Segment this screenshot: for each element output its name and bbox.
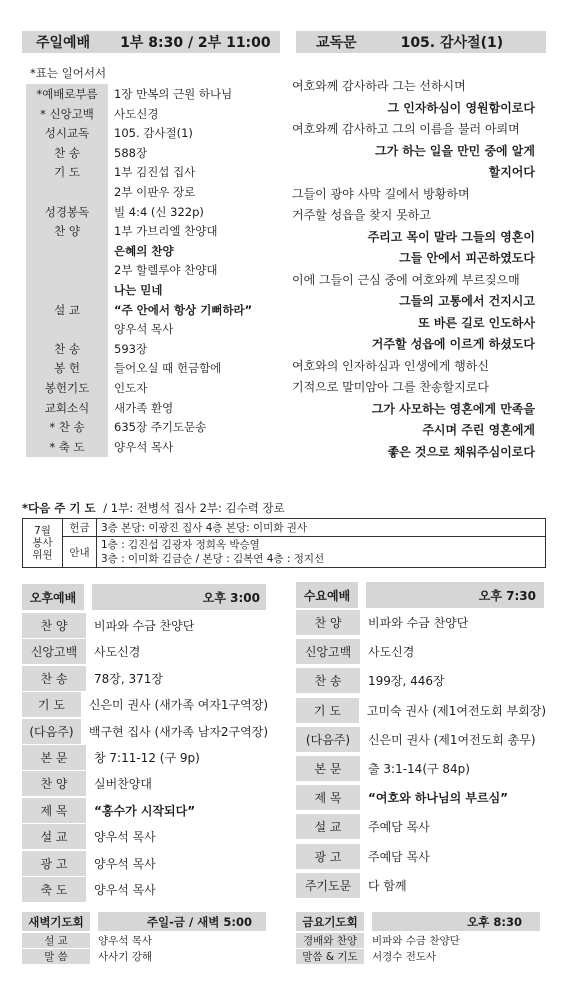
reading-subtitle: 105. 감사절(1) [400, 35, 504, 51]
friday-header [296, 912, 540, 931]
dawn-value: 사사기 강해 [98, 951, 153, 963]
wednesday-label: (다음주) [296, 727, 360, 752]
wednesday-row [296, 756, 546, 781]
dawn-time: 주일-금 / 새벽 5:00 [98, 912, 266, 931]
afternoon-time: 오후 3:00 [92, 584, 266, 610]
order-row [26, 280, 274, 300]
sunday-title: 주일예배 [36, 35, 91, 51]
order-label [26, 280, 108, 300]
reading-line: 그 인자하심이 영원함이로다 [387, 100, 535, 115]
order-row [26, 162, 274, 182]
order-value: “주 안에서 항상 기뻐하라” [114, 302, 253, 317]
service-committee-table [22, 518, 546, 568]
reading-line: 그가 사모하는 영혼에게 만족을 [371, 401, 535, 416]
afternoon-value: 백구현 집사 (새가족 남자2구역장) [88, 724, 268, 739]
order-label: 성경봉독 [26, 202, 108, 222]
afternoon-label: (다음주) [22, 719, 81, 744]
dawn-header [22, 912, 266, 931]
wednesday-label: 본 문 [296, 756, 360, 781]
dawn-row [22, 949, 262, 964]
guide-line-1: 1층 : 김진섭 김광자 정희옥 박승열 [101, 539, 260, 551]
order-value: 588장 [114, 145, 148, 160]
order-row [26, 241, 274, 261]
friday-label: 말씀 & 기도 [296, 949, 364, 964]
wednesday-row [296, 785, 546, 810]
reading-line: 거주할 성읍에 이르게 하셨도다 [371, 337, 535, 351]
wednesday-label: 찬 송 [296, 668, 360, 693]
order-label: 설 교 [26, 300, 108, 320]
wednesday-row [296, 844, 546, 869]
dawn-label: 설 교 [22, 933, 90, 948]
wednesday-row [296, 814, 546, 839]
order-label: 찬 양 [26, 221, 108, 241]
next-prayer-text: / 1부: 전병석 집사 2부: 김수력 장로 [103, 501, 285, 515]
afternoon-title: 오후예배 [22, 584, 84, 610]
wednesday-value: 비파와 수금 찬양단 [368, 616, 469, 630]
reading-line: 그들 안에서 피곤하였도다 [399, 251, 535, 265]
sunday-times: 1부 8:30 / 2부 11:00 [120, 35, 271, 51]
wednesday-header [296, 582, 544, 608]
order-value: 양우석 목사 [114, 439, 174, 454]
wednesday-row [296, 668, 546, 693]
order-value: 2부 이판우 장로 [114, 185, 196, 199]
order-row [26, 104, 274, 124]
reading-title: 교독문 [316, 35, 357, 51]
order-value: 빌 4:4 (신 322p) [114, 204, 204, 219]
wednesday-value: 199장, 446장 [368, 674, 445, 689]
order-row [26, 260, 274, 280]
reading-line: 기적으로 말미암아 그를 찬송할지로다 [292, 380, 489, 394]
wednesday-label: 주기도문 [296, 873, 360, 898]
wednesday-value: “여호와 하나님의 부르심” [368, 791, 509, 806]
afternoon-label: 신앙고백 [22, 639, 86, 664]
reading-line: 그들이 광야 사막 길에서 방황하며 [292, 186, 470, 201]
dawn-value: 양우석 목사 [98, 935, 153, 947]
reading-line: 여호와의 인자하심과 인생에게 행하신 [292, 358, 489, 373]
afternoon-label: 찬 송 [22, 666, 86, 691]
afternoon-value: 양우석 목사 [94, 856, 156, 871]
friday-value: 비파와 수금 찬양단 [372, 935, 460, 947]
wednesday-row [296, 698, 546, 723]
afternoon-value: 양우석 목사 [94, 883, 156, 897]
afternoon-row [22, 745, 268, 770]
order-row [26, 123, 274, 143]
order-row [26, 417, 274, 437]
wednesday-row [296, 727, 546, 752]
afternoon-row [22, 719, 268, 744]
reading-line: 주리고 목이 말라 그들의 영혼이 [367, 229, 535, 244]
wednesday-value: 고미숙 권사 (제1여전도회 부회장) [366, 703, 546, 718]
afternoon-value: 창 7:11-12 (구 9p) [94, 751, 200, 765]
order-value: 은혜의 찬양 [114, 243, 174, 258]
order-label: *예배로부름 [26, 84, 108, 104]
reading-header [296, 31, 546, 53]
afternoon-label: 설 교 [22, 824, 86, 849]
wednesday-label: 신앙고백 [296, 639, 360, 664]
reading-line: 또 바른 길로 인도하사 [418, 315, 535, 330]
order-label [26, 241, 108, 261]
order-value: 새가족 환영 [114, 400, 174, 415]
order-value: 1부 김진섭 집사 [114, 165, 196, 180]
order-row [26, 143, 274, 163]
reading-line: 할지어다 [488, 165, 535, 179]
order-label: 찬 송 [26, 339, 108, 359]
order-label: 찬 송 [26, 143, 108, 163]
afternoon-row [22, 877, 268, 902]
order-row [26, 182, 274, 202]
afternoon-label: 축 도 [22, 877, 86, 902]
offering-text: 3층 본당: 이광진 집사 4층 본당: 이미화 권사 [97, 519, 546, 537]
order-value: 593장 [114, 341, 148, 356]
standing-note: *표는 일어서서 [30, 66, 107, 80]
order-value: 1장 만복의 근원 하나님 [114, 87, 233, 101]
dawn-row [22, 933, 262, 948]
order-label: 기 도 [26, 162, 108, 182]
friday-title: 금요기도회 [296, 912, 364, 931]
dawn-title: 새벽기도회 [22, 912, 90, 931]
friday-row [296, 949, 536, 964]
guide-label: 안내 [63, 537, 97, 568]
order-row [26, 339, 274, 359]
guide-cell [97, 537, 546, 568]
wednesday-row [296, 610, 546, 635]
order-row [26, 398, 274, 418]
afternoon-label: 찬 양 [22, 613, 86, 638]
order-row [26, 437, 274, 457]
order-row [26, 84, 274, 104]
order-value: 635장 주기도문송 [114, 420, 207, 435]
friday-row [296, 933, 536, 948]
friday-value: 서경수 전도사 [372, 951, 437, 963]
afternoon-label: 기 도 [22, 692, 81, 717]
order-row [26, 319, 274, 339]
wednesday-label: 제 목 [296, 785, 360, 810]
afternoon-label: 본 문 [22, 745, 86, 770]
reading-line: 이에 그들이 근심 중에 여호와께 부르짖으매 [292, 272, 520, 287]
order-value: 나는 믿네 [114, 283, 163, 297]
afternoon-row [22, 613, 268, 638]
wednesday-value: 주예담 목사 [368, 820, 430, 835]
afternoon-row [22, 639, 268, 664]
reading-line: 거주할 성읍을 찾지 못하고 [292, 208, 431, 222]
reading-line: 그가 하는 일을 만민 중에 알게 [375, 143, 535, 158]
afternoon-value: 실버찬양대 [94, 777, 152, 792]
order-value: 인도자 [114, 381, 148, 395]
friday-time: 오후 8:30 [372, 912, 540, 931]
reading-line: 그들의 고통에서 건지시고 [399, 294, 535, 308]
afternoon-row [22, 666, 268, 691]
reading-line: 좋은 것으로 채워주심이로다 [387, 444, 535, 459]
wednesday-label: 광 고 [296, 844, 360, 869]
afternoon-row [22, 692, 268, 717]
afternoon-value: 사도신경 [94, 645, 141, 660]
order-label: 봉헌기도 [26, 378, 108, 398]
reading-line: 주시며 주린 영혼에게 [422, 423, 535, 437]
afternoon-row [22, 771, 268, 796]
next-prayer [22, 500, 285, 516]
wednesday-value: 신은미 권사 (제1여전도회 총무) [368, 732, 536, 747]
order-value: 양우석 목사 [114, 322, 174, 337]
next-prayer-title: *다음 주 기 도 [22, 501, 96, 515]
order-value: 들어오실 때 헌금함에 [114, 361, 222, 376]
dawn-label: 말 씀 [22, 949, 90, 964]
order-label: 교회소식 [26, 398, 108, 418]
order-label: 봉 헌 [26, 358, 108, 378]
afternoon-value: 신은미 권사 (새가족 여자1구역장) [88, 698, 268, 713]
order-value: 사도신경 [114, 106, 159, 121]
order-value: 2부 할렐루야 찬양대 [114, 263, 218, 278]
guide-line-2: 3층 : 이미화 김금순 / 본당 : 김복연 4층 : 정지선 [101, 553, 325, 565]
wednesday-value: 사도신경 [368, 645, 415, 660]
order-label: * 신앙고백 [26, 104, 108, 124]
wednesday-value: 주예담 목사 [368, 849, 430, 864]
wednesday-row [296, 873, 546, 898]
sunday-header [22, 31, 280, 53]
afternoon-label: 광 고 [22, 851, 86, 876]
order-label: * 축 도 [26, 437, 108, 457]
reading-line: 여호와께 감사하라 그는 선하시며 [292, 79, 466, 93]
afternoon-label: 제 목 [22, 798, 86, 823]
order-label: * 찬 송 [26, 417, 108, 437]
order-value: 1부 가브리엘 찬양대 [114, 224, 218, 239]
order-row [26, 358, 274, 378]
order-value: 105. 감사절(1) [114, 126, 193, 141]
order-label [26, 182, 108, 202]
afternoon-value: 양우석 목사 [94, 830, 156, 845]
friday-label: 경배와 찬양 [296, 933, 364, 948]
order-row [26, 300, 274, 320]
afternoon-header [22, 584, 266, 610]
afternoon-row [22, 851, 268, 876]
wednesday-value: 출 3:1-14(구 84p) [368, 762, 470, 776]
wednesday-label: 기 도 [296, 698, 359, 723]
afternoon-value: 78장, 371장 [94, 671, 163, 686]
order-label: 성시교독 [26, 123, 108, 143]
afternoon-value: “홍수가 시작되다” [94, 803, 196, 818]
committee-month: 7월 [34, 525, 51, 537]
afternoon-row [22, 798, 268, 823]
order-row [26, 202, 274, 222]
afternoon-row [22, 824, 268, 849]
afternoon-value: 비파와 수금 찬양단 [94, 619, 195, 633]
committee-label: 봉사위원 [32, 537, 53, 561]
afternoon-label: 찬 양 [22, 771, 86, 796]
wednesday-title: 수요예배 [296, 582, 358, 608]
wednesday-label: 설 교 [296, 814, 360, 839]
wednesday-label: 찬 양 [296, 610, 360, 635]
order-row [26, 378, 274, 398]
reading-line: 여호와께 감사하고 그의 이름을 불러 아뢰며 [292, 122, 520, 136]
wednesday-time: 오후 7:30 [366, 582, 544, 608]
order-label [26, 260, 108, 280]
committee-month-cell [23, 519, 63, 568]
offering-label: 헌금 [63, 519, 97, 537]
wednesday-row [296, 639, 546, 664]
order-label [26, 319, 108, 339]
wednesday-value: 다 함께 [368, 878, 407, 893]
order-row [26, 221, 274, 241]
